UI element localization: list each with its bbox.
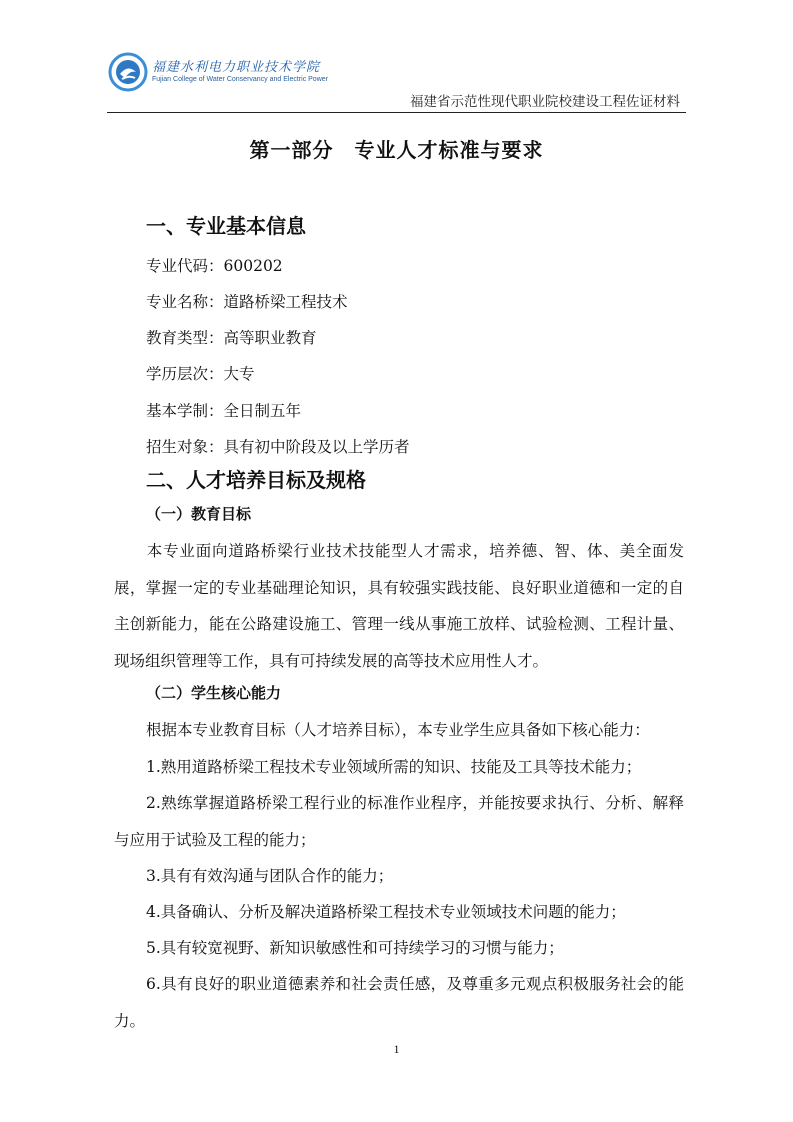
header-divider [107,112,686,113]
list-item: 6.具有良好的职业道德素养和社会责任感，及尊重多元观点积极服务社会的能力。 [114,975,684,1030]
section-heading-training-goals: 二、人才培养目标及规格 [146,468,366,492]
field-enrollment: 招生对象：具有初中阶段及以上学历者 [146,438,410,456]
list-item: 2.熟练掌握道路桥梁工程行业的标准作业程序，并能按要求执行、分析、解释与应用于试验及工程的能力； [114,794,684,849]
list-item: 4.具备确认、分析及解决道路桥梁工程技术专业领域技术问题的能力； [146,903,626,921]
header-caption: 福建省示范性现代职业院校建设工程佐证材料 [410,94,680,110]
subsection-heading-education-goal: （一）教育目标 [146,505,252,523]
field-degree-level: 学历层次：大专 [146,365,255,383]
section-heading-basic-info: 一、专业基本信息 [146,214,306,238]
list-item: 3.具有有效沟通与团队合作的能力； [146,867,394,885]
list-item: 1.熟用道路桥梁工程技术专业领域所需的知识、技能及工具等技术能力； [146,758,642,776]
core-abilities-intro: 根据本专业教育目标（人才培养目标），本专业学生应具备如下核心能力： [146,721,650,739]
education-goal-text: 本专业面向道路桥梁行业技术技能型人才需求，培养德、智、体、美全面发展，掌握一定的专业基础理论知识，具有较强实践技能、良好职业道德和一定的自主创新能力，能在公路建设施工、管理一线从事施工放样、试验检测、工程计量、现场组织管理等工作，具有可持续发展的高等技术应用性人才。 [114,542,684,670]
logo-subtext: Fujian College of Water Conservancy and Electric Power [152,76,328,83]
education-goal-paragraph [114,533,684,679]
field-major-code: 专业代码：600202 [146,257,283,275]
field-education-type: 教育类型：高等职业教育 [146,329,317,347]
subsection-heading-core-abilities: （二）学生核心能力 [146,684,282,702]
field-duration: 基本学制：全日制五年 [146,402,302,420]
page-title: 第一部分 专业人才标准与要求 [249,138,544,162]
college-logo [108,52,328,92]
logo-text: 福建水利电力职业技术学院 [152,60,321,75]
college-logo-icon [108,52,148,92]
list-item: 5.具有较宽视野、新知识敏感性和可持续学习的习惯与能力； [146,939,564,957]
field-major-name: 专业名称：道路桥梁工程技术 [146,293,348,311]
page-number: 1 [393,1042,400,1056]
